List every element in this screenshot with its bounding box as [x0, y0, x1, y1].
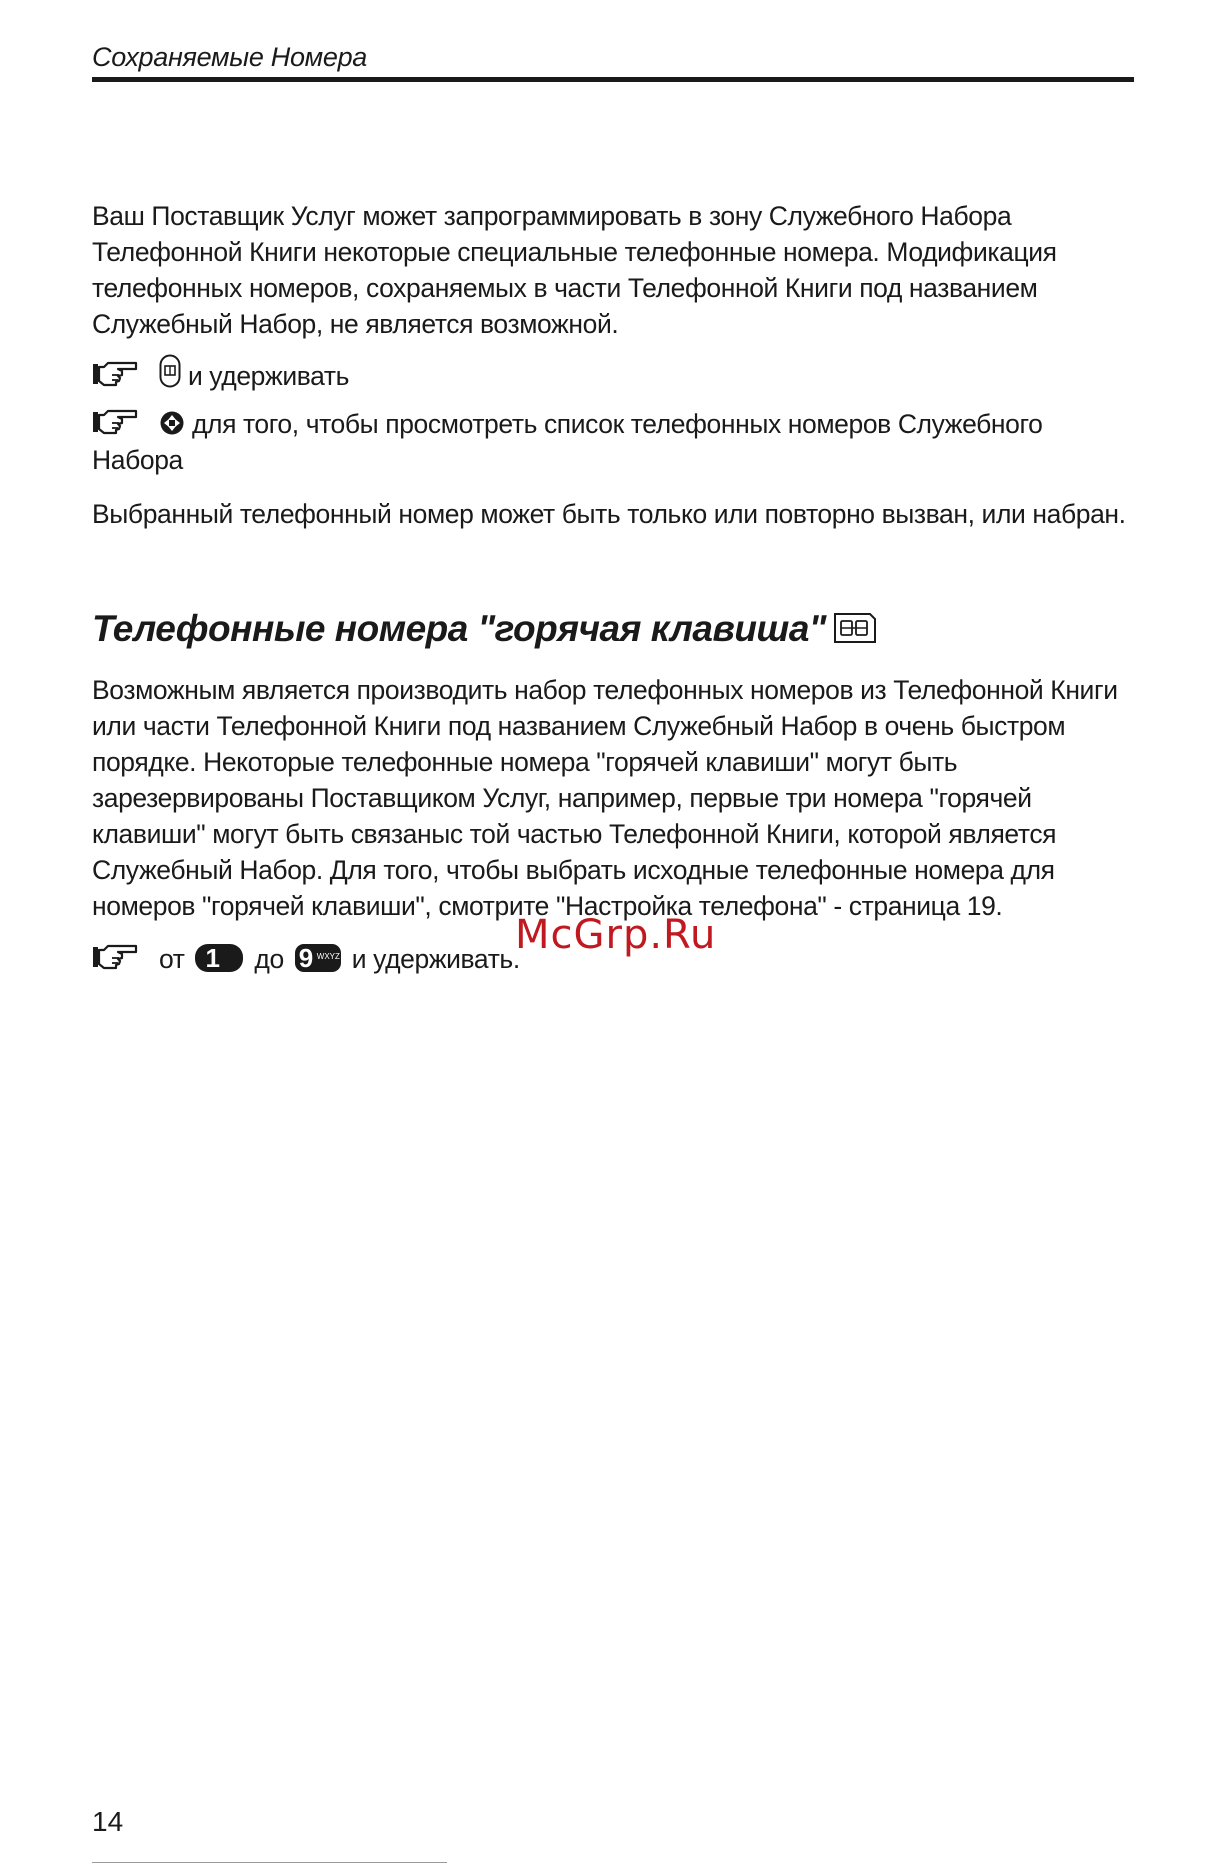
pointing-hand-icon [92, 944, 138, 970]
page-number: 14 [92, 1806, 124, 1837]
key-1-icon [195, 944, 243, 972]
hotkey-paragraph: Возможным является производить набор телефонных номеров из Телефонной Книги или части Телефонной Книги под названием Служебный Набор в очень быстром порядке. Некоторые телефонные номера "горячей клавиши" могут быть зарезервированы Поставщиком Услуг, например, первые три номера "горячей клавиши" могут быть связаныс той частью Телефонной Книги, которой является Служебный Набор. Для того, чтобы выбрать исходные телефонные номера для номеров "горячей клавиши", смотрите "Настройка телефона" - страница 19. [92, 675, 1118, 921]
pointing-hand-icon [92, 361, 138, 387]
note-paragraph: Выбранный телефонный номер может быть только или повторно вызван, или набран. [92, 499, 1126, 529]
from-label: от [158, 944, 185, 974]
step-2-text: для того, чтобы просмотреть список телефонных номеров Служебного Набора [92, 409, 1043, 475]
intro-paragraph: Ваш Поставщик Услуг может запрограммировать в зону Служебного Набора Телефонной Книги некоторые специальные телефонные номера. Модификация телефонных номеров, сохраняемых в части Телефонной Книги под названием Служебный Набор, не является возможной. [92, 201, 1057, 339]
pointing-hand-icon [92, 409, 138, 435]
hotkey-step-suffix: и удерживать. [351, 944, 520, 974]
key-9-icon [295, 944, 341, 972]
watermark: McGrp.Ru [515, 912, 717, 958]
header-rule [92, 77, 1134, 82]
navigation-key-icon [159, 410, 185, 436]
to-label: до [254, 944, 284, 974]
section-title-text: Телефонные номера "горячая клавиша" [92, 608, 826, 649]
instruction-step-1 [92, 354, 1134, 394]
bottom-rule [92, 1862, 447, 1863]
key-1-digit: 1 [205, 943, 220, 973]
sim-card-icon [832, 609, 878, 645]
key-9-digit: 9 [298, 943, 313, 973]
step-1-text: и удерживать [187, 361, 350, 391]
section-title [92, 605, 878, 653]
phonebook-key-icon [159, 354, 181, 388]
key-9-letters: WXYZ [316, 952, 340, 961]
running-header: Сохраняемые Номера [92, 42, 368, 72]
instruction-step-2 [92, 406, 1134, 478]
